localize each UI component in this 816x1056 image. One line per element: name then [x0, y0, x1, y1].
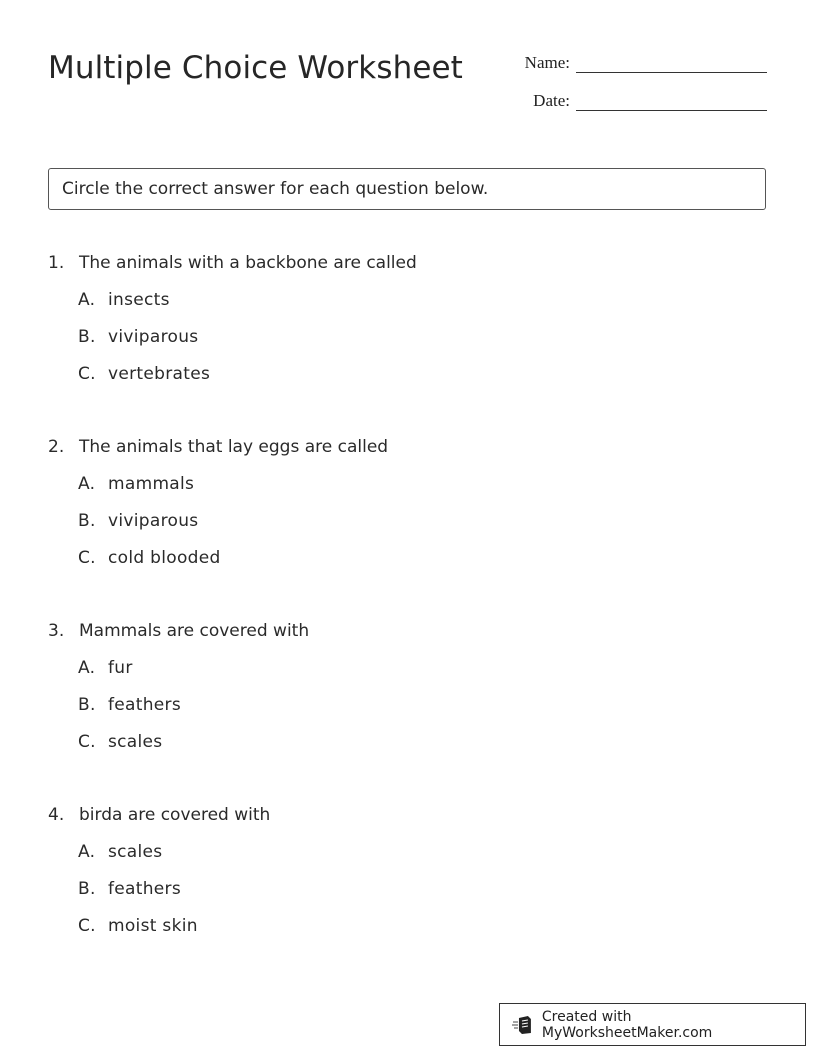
answer-option [78, 325, 417, 349]
date-label: Date: [533, 91, 570, 110]
question-text: Mammals are covered with [79, 621, 310, 641]
answer-option [78, 693, 309, 717]
option-text: viviparous [108, 511, 199, 531]
option-text: feathers [108, 695, 182, 715]
option-text: moist skin [108, 916, 198, 936]
option-letter: B. [78, 511, 96, 531]
page-title: Multiple Choice Worksheet [48, 50, 463, 86]
question-text: birda are covered with [79, 805, 271, 825]
option-letter: B. [78, 695, 96, 715]
date-field [510, 90, 767, 111]
option-letter: C. [78, 548, 96, 568]
option-letter: A. [78, 290, 96, 310]
answer-option [78, 914, 270, 938]
question-4 [48, 803, 270, 938]
instructions-text: Circle the correct answer for each question below. [62, 179, 489, 199]
option-letter: C. [78, 732, 96, 752]
answer-option [78, 509, 388, 533]
name-blank-line [576, 52, 767, 73]
instructions-box [48, 168, 766, 210]
option-letter: B. [78, 327, 96, 347]
option-text: insects [108, 290, 170, 310]
question-number: 4. [48, 805, 65, 825]
answer-option [78, 730, 309, 754]
answer-option [78, 546, 388, 570]
option-text: scales [108, 732, 163, 752]
option-letter: C. [78, 916, 96, 936]
question-number: 2. [48, 437, 65, 457]
answer-option [78, 877, 270, 901]
date-blank-line [576, 90, 767, 111]
answer-option [78, 362, 417, 386]
option-text: feathers [108, 879, 182, 899]
option-text: vertebrates [108, 364, 211, 384]
footer-credit-text: Created with MyWorksheetMaker.com [541, 1008, 713, 1041]
footer-credit-box[interactable] [499, 1003, 806, 1046]
question-text: The animals that lay eggs are called [79, 437, 389, 457]
option-text: mammals [108, 474, 195, 494]
question-2 [48, 435, 388, 570]
answer-option [78, 840, 270, 864]
name-field [510, 52, 767, 73]
option-text: fur [108, 658, 133, 678]
question-text: The animals with a backbone are called [79, 253, 417, 273]
question-1 [48, 251, 417, 386]
option-letter: C. [78, 364, 96, 384]
option-letter: A. [78, 474, 96, 494]
answer-option [78, 288, 417, 312]
answer-option [78, 656, 309, 680]
option-text: viviparous [108, 327, 199, 347]
option-text: scales [108, 842, 163, 862]
question-number: 3. [48, 621, 65, 641]
name-label: Name: [524, 53, 570, 72]
answer-option [78, 472, 388, 496]
question-3 [48, 619, 309, 754]
option-letter: B. [78, 879, 96, 899]
option-letter: A. [78, 842, 96, 862]
option-letter: A. [78, 658, 96, 678]
question-number: 1. [48, 253, 65, 273]
option-text: cold blooded [108, 548, 221, 568]
worksheet-logo-icon [512, 1015, 534, 1035]
